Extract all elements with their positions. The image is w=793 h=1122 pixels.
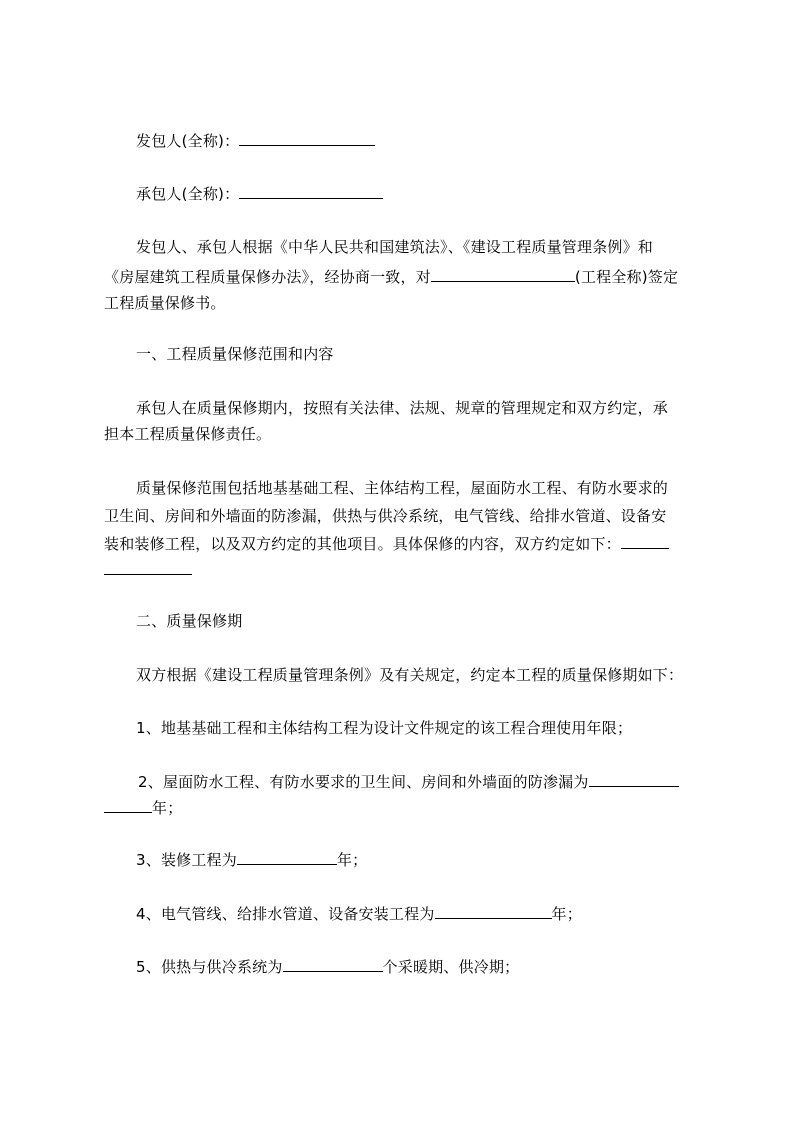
installation-years-blank	[435, 903, 552, 919]
party-b-label: 承包人(全称)：	[136, 185, 240, 203]
intro-line-3: 工程质量保修书。	[104, 294, 226, 312]
warranty-item-3	[136, 845, 736, 875]
scope-blank-a	[621, 533, 669, 549]
warranty-item-2-after: 年；	[152, 799, 183, 817]
scope-blank-b	[104, 559, 192, 575]
section-1-heading: 一、工程质量保修范围和内容	[136, 345, 334, 363]
warranty-item-5-before: 5、供热与供冷系统为	[136, 958, 283, 976]
section-1-para-2-line-1: 质量保修范围包括地基基础工程、主体结构工程，屋面防水工程、有防水要求的	[136, 479, 669, 497]
section-1-para-2-line-3-text: 装和装修工程，以及双方约定的其他项目。具体保修的内容，双方约定如下：	[104, 535, 621, 553]
warranty-item-1: 1、地基基础工程和主体结构工程为设计文件规定的该工程合理使用年限；	[136, 719, 633, 737]
warranty-item-4-before: 4、电气管线、给排水管道、设备安装工程为	[136, 905, 435, 923]
warranty-item-5-after: 个采暖期、供冷期；	[382, 958, 520, 976]
warranty-item-3-after: 年；	[336, 851, 368, 869]
heating-periods-blank	[283, 956, 383, 972]
waterproof-years-blank-b	[104, 797, 152, 813]
party-a-label: 发包人(全称)：	[136, 132, 240, 150]
section-1-para-2-line-4	[104, 555, 704, 585]
party-a-blank	[239, 130, 375, 146]
waterproof-years-blank-a	[589, 771, 679, 787]
warranty-item-4-after: 年；	[551, 905, 582, 923]
intro-line-2-after: (工程全称)签定	[574, 268, 679, 286]
warranty-item-2-line-2	[104, 793, 704, 823]
party-b-line	[136, 179, 736, 209]
section-1-para-2-line-2: 卫生间、房间和外墙面的防渗漏，供热与供冷系统，电气管线、给排水管道、设备安	[104, 507, 667, 525]
project-name-blank	[431, 266, 575, 282]
section-2-heading: 二、质量保修期	[136, 612, 243, 630]
party-b-blank	[239, 183, 383, 199]
section-1-para-1-line-2: 担本工程质量保修责任。	[104, 425, 272, 443]
decoration-years-blank	[237, 849, 337, 865]
warranty-item-5	[136, 952, 736, 982]
warranty-item-3-before: 3、装修工程为	[136, 851, 237, 869]
warranty-item-4	[136, 899, 736, 929]
intro-line-1: 发包人、承包人根据《中华人民共和国建筑法》、《建设工程质量管理条例》和	[136, 238, 654, 256]
intro-line-2-before: 《房屋建筑工程质量保修办法》，经协商一致，对	[104, 268, 431, 286]
section-1-para-1-line-1: 承包人在质量保修期内，按照有关法律、法规、规章的管理规定和双方约定，承	[136, 399, 669, 417]
party-a-line	[136, 126, 736, 156]
warranty-item-2-before: 2、屋面防水工程、有防水要求的卫生间、房间和外墙面的防渗漏为	[138, 773, 589, 791]
section-2-intro: 双方根据《建设工程质量管理条例》及有关规定，约定本工程的质量保修期如下：	[136, 666, 684, 684]
